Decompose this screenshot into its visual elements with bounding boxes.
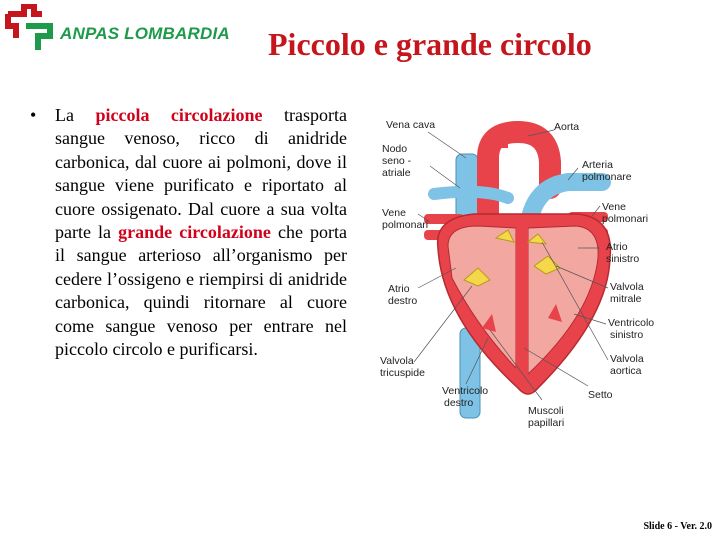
body-paragraph [55,104,347,361]
label-atrio-sinistro-2: sinistro [606,253,640,265]
label-setto: Setto [588,389,613,401]
slide-footer: Slide 6 - Ver. 2.0 [643,521,712,532]
heart-diagram [378,118,678,438]
label-ventricolo-sinistro-1: Ventricolo [608,317,655,329]
label-valvola-mitrale-1: Valvola [610,281,644,293]
label-muscoli-2: papillari [528,417,565,429]
label-nodo-2: seno - [382,155,412,167]
label-valvola-mitrale-2: mitrale [610,293,642,305]
label-atrio-sinistro-1: Atrio [606,241,628,253]
text-segment: che porta il sangue arterioso all’organismo per cedere l’ossigeno e riempirsi di anidride carbonica, quindi ritornare al cuore come sangue venoso per entrare nel piccolo circolo e purificarsi. [55,222,348,360]
label-nodo-3: atriale [382,167,411,179]
label-ventricolo-destro-1: Ventricolo [442,385,489,397]
highlight-grande-circolazione: grande circolazione [118,222,271,243]
highlight-piccola-circolazione: piccola circolazione [95,105,263,125]
label-aorta: Aorta [554,121,580,133]
septum-shape [516,228,528,376]
label-muscoli-1: Muscoli [528,405,564,417]
label-ventricolo-sinistro-2: sinistro [610,329,644,341]
pulmonary-artery-left-shape [434,192,508,198]
label-vene-polmonari-left-2: polmonari [382,219,429,231]
label-valvola-tricuspide-2: tricuspide [380,367,425,379]
label-valvola-tricuspide-1: Valvola [380,355,414,367]
label-arteria-2: polmonare [582,171,632,183]
label-nodo-1: Nodo [382,143,408,155]
label-valvola-aortica-1: Valvola [610,353,644,365]
label-atrio-destro-2: destro [388,295,418,307]
anpas-logo [4,4,234,56]
label-valvola-aortica-2: aortica [610,365,642,377]
anpas-cross-icon [4,4,58,56]
label-vene-polmonari-right-1: Vene [602,201,626,213]
page-title: Piccolo e grande circolo [268,26,592,62]
bullet-marker: • [30,105,37,125]
text-segment: La [55,105,96,125]
label-vena-cava: Vena cava [386,119,436,131]
aorta-branch [498,126,508,148]
aorta-branch [516,122,526,142]
label-vene-polmonari-left-1: Vene [382,207,406,219]
text-segment: trasporta sangue venoso, ricco di anidride carbonica, dal cuore ai polmoni, dove il sangue viene purificato e riportato al cuore ossigenato. Dal cuore a sua volta parte la [55,105,347,243]
label-atrio-destro-1: Atrio [388,283,410,295]
logo-text: ANPAS LOMBARDIA [60,24,230,43]
label-ventricolo-destro-2: destro [444,397,474,409]
label-vene-polmonari-right-2: polmonari [602,213,649,225]
label-arteria-1: Arteria [582,159,613,171]
